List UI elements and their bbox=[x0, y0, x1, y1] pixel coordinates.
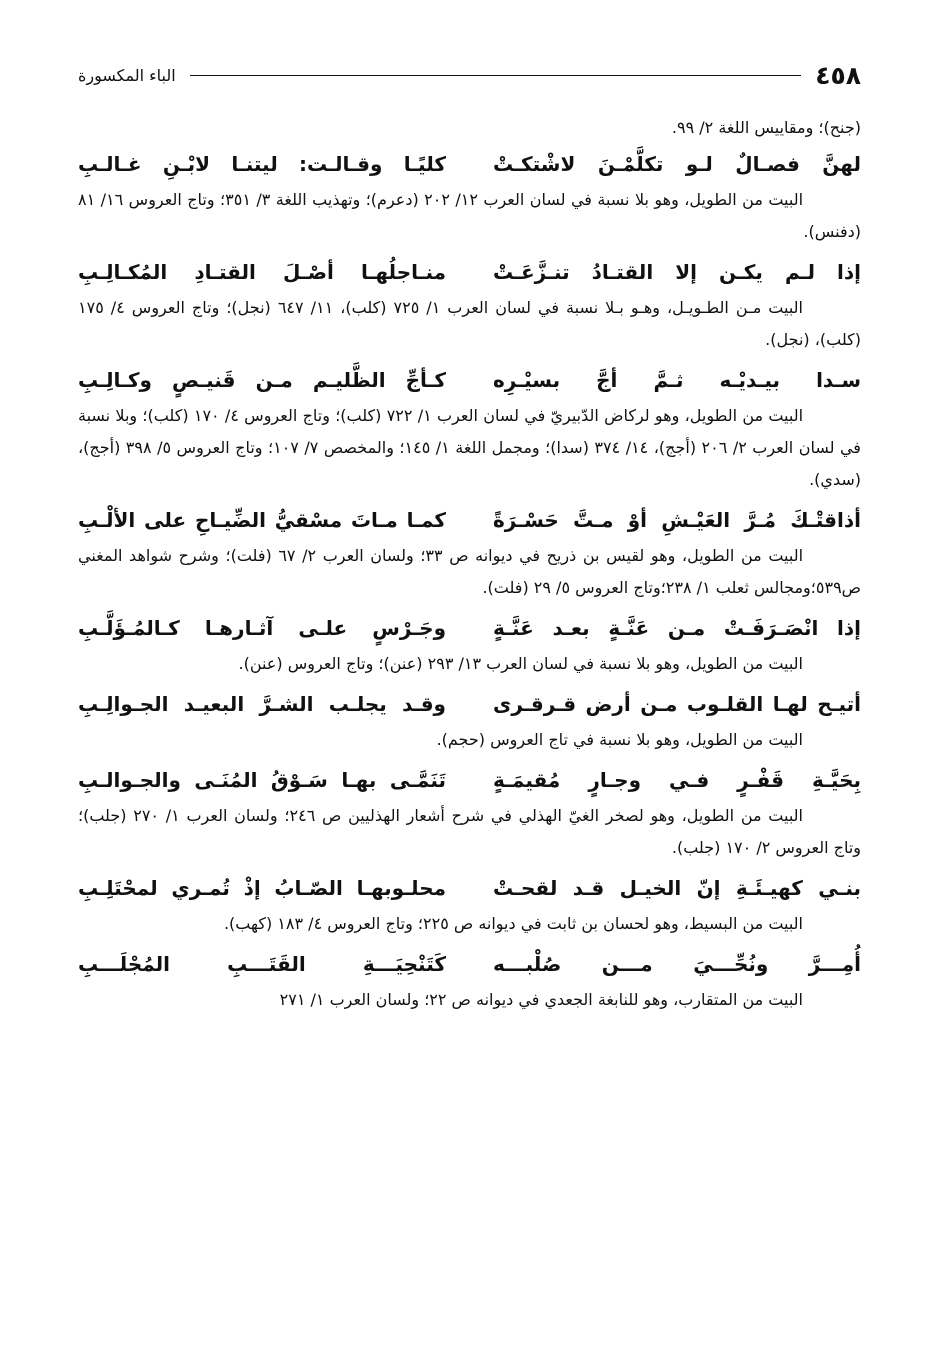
verse-source-note: البيت من الطويل، وهو لصخر الغيّ الهذلي في شرح أشعار الهذليين ص ٢٤٦؛ ولسان العرب ١/ ٢٧٠ (جلب)؛ وتاج العروس ٢/ ١٧٠ (جلب). bbox=[78, 806, 861, 857]
verse-line bbox=[78, 684, 861, 724]
verse-first-hemistich: أتيـح لهـا القلـوب مـن أرض قـرقـرى bbox=[493, 692, 861, 716]
verse-first-hemistich: بِحَيَّـةِ قَفْـرٍ فـي وجـارٍ مُقيمَـةٍ bbox=[493, 768, 861, 792]
verse-source-note: البيت من الطويل، وهو بلا نسبة في لسان العرب ١٣/ ٢٩٣ (عنن)؛ وتاج العروس (عنن). bbox=[238, 654, 803, 673]
verse-first-hemistich: إذا لـم يكـن إلا القتـادُ تنـزَّعَـتْ bbox=[493, 260, 861, 284]
verse-second-hemistich: كـأجِّ الظَّليـم مـن قَنيـصٍ وكـالِـبِ bbox=[78, 368, 446, 392]
verse-line bbox=[78, 608, 861, 648]
verse-line bbox=[78, 760, 861, 800]
verse-second-hemistich: كمـا مـاتَ مسْقيُّ الضِّيـاحِ على الألْـبِ bbox=[78, 508, 446, 532]
header-rule bbox=[190, 75, 802, 76]
verse-first-hemistich: سـدا بيـديْـه ثـمَّ أجَّ بسيْـرِه bbox=[493, 368, 861, 392]
page-content bbox=[78, 112, 861, 1016]
verse-first-hemistich: أُمِـــرَّ ونُحِّـــيَ مـــن صُلْبـــه bbox=[493, 952, 861, 976]
verse-first-hemistich: لهنَّ فصـالٌ لـو تكلَّمْـنَ لاشْتكـتْ bbox=[493, 152, 861, 176]
verse-source-note: البيت مـن الطـويـل، وهـو بـلا نسبة في لسان العرب ١/ ٧٢٥ (كلب)، ١١/ ٦٤٧ (نجل)؛ وتاج العروس ٤/ ١٧٥ (كلب)، (نجل). bbox=[78, 298, 861, 349]
verse-line bbox=[78, 500, 861, 540]
verse-line bbox=[78, 252, 861, 292]
opening-note: (جنح)؛ ومقاييس اللغة ٢/ ٩٩. bbox=[671, 118, 861, 137]
verse-second-hemistich: تَنَمَّـى بهـا سَـوْقُ المُنَـى والجـوالـبِ bbox=[78, 768, 446, 792]
verse-second-hemistich: كليًـا وقـالـت: ليتنـا لابْـنِ غـالـبِ bbox=[78, 152, 446, 176]
verse-second-hemistich: وقـد يجلـب الشـرَّ البعيـد الجـوالِـبِ bbox=[78, 692, 446, 716]
verse-first-hemistich: بنـي كهيـئَـةِ إنّ الخيـل قـد لقحـتْ bbox=[493, 876, 861, 900]
verse-source-note: البيت من البسيط، وهو لحسان بن ثابت في ديوانه ص ٢٢٥؛ وتاج العروس ٤/ ١٨٣ (كهب). bbox=[223, 914, 803, 933]
verse-first-hemistich: أذاقتْـكَ مُـرَّ العَيْـشِ أوْ مـتَّ حَسْـرَةً bbox=[493, 508, 861, 532]
page-number: ٤٥٨ bbox=[815, 60, 861, 90]
page-header bbox=[78, 58, 861, 92]
verse-source-note: البيت من الطويل، وهو بلا نسبة في لسان العرب ١٢/ ٢٠٢ (دعرم)؛ وتهذيب اللغة ٣/ ٣٥١؛ وتاج العروس ١٦/ ٨١ (دفنس). bbox=[78, 190, 861, 241]
verse-line bbox=[78, 144, 861, 184]
verse-source-note: البيت من المتقارب، وهو للنابغة الجعدي في ديوانه ص ٢٢؛ ولسان العرب ١/ ٢٧١ bbox=[279, 990, 803, 1009]
verse-line bbox=[78, 868, 861, 908]
verse-source-note: البيت من الطويل، وهو بلا نسبة في تاج العروس (حجم). bbox=[436, 730, 803, 749]
running-title: الباء المكسورة bbox=[78, 65, 176, 85]
verse-line bbox=[78, 360, 861, 400]
verse-second-hemistich: منـاجلُهـا أصْـلَ القتـادِ المُكـالِـبِ bbox=[78, 260, 446, 284]
verse-second-hemistich: وجَـرْسٍ علـى آثـارهـا كـالمُـؤَلَّـبِ bbox=[78, 616, 446, 640]
verse-second-hemistich: كَتَنْحِيَـــةِ القَتَـــبِ المُجْلَـــبِ bbox=[78, 952, 446, 976]
verse-line bbox=[78, 944, 861, 984]
verse-source-note: البيت من الطويل، وهو لقيس بن ذريح في ديوانه ص ٣٣؛ ولسان العرب ٢/ ٦٧ (فلت)؛ وشرح شواهد المغني ص٥٣٩؛ومجالس ثعلب ١/ ٢٣٨؛وتاج العروس ٥/ ٢٩ (فلت). bbox=[78, 546, 861, 597]
verse-second-hemistich: محلـوبهـا الصّـابُ إذْ تُمـري لمحْتَلِـبِ bbox=[78, 876, 446, 900]
verse-first-hemistich: إذا انْصَـرَفَـتْ مـن عَنَّـةٍ بعـد عَنَّـةٍ bbox=[493, 616, 861, 640]
verse-source-note: البيت من الطويل، وهو لركاض الدّبيريّ في لسان العرب ١/ ٧٢٢ (كلب)؛ وتاج العروس ٤/ ١٧٠ (كلب)؛ وبلا نسبة في لسان العرب ٢/ ٢٠٦ (أجج)، ١٤/ ٣٧٤ (سدا)؛ ومجمل اللغة ١/ ١٤٥؛ والمخصص ٧/ ١٠٧؛ وتاج العروس ٥/ ٣٩٨ (أجج)، (سدي). bbox=[78, 406, 861, 489]
